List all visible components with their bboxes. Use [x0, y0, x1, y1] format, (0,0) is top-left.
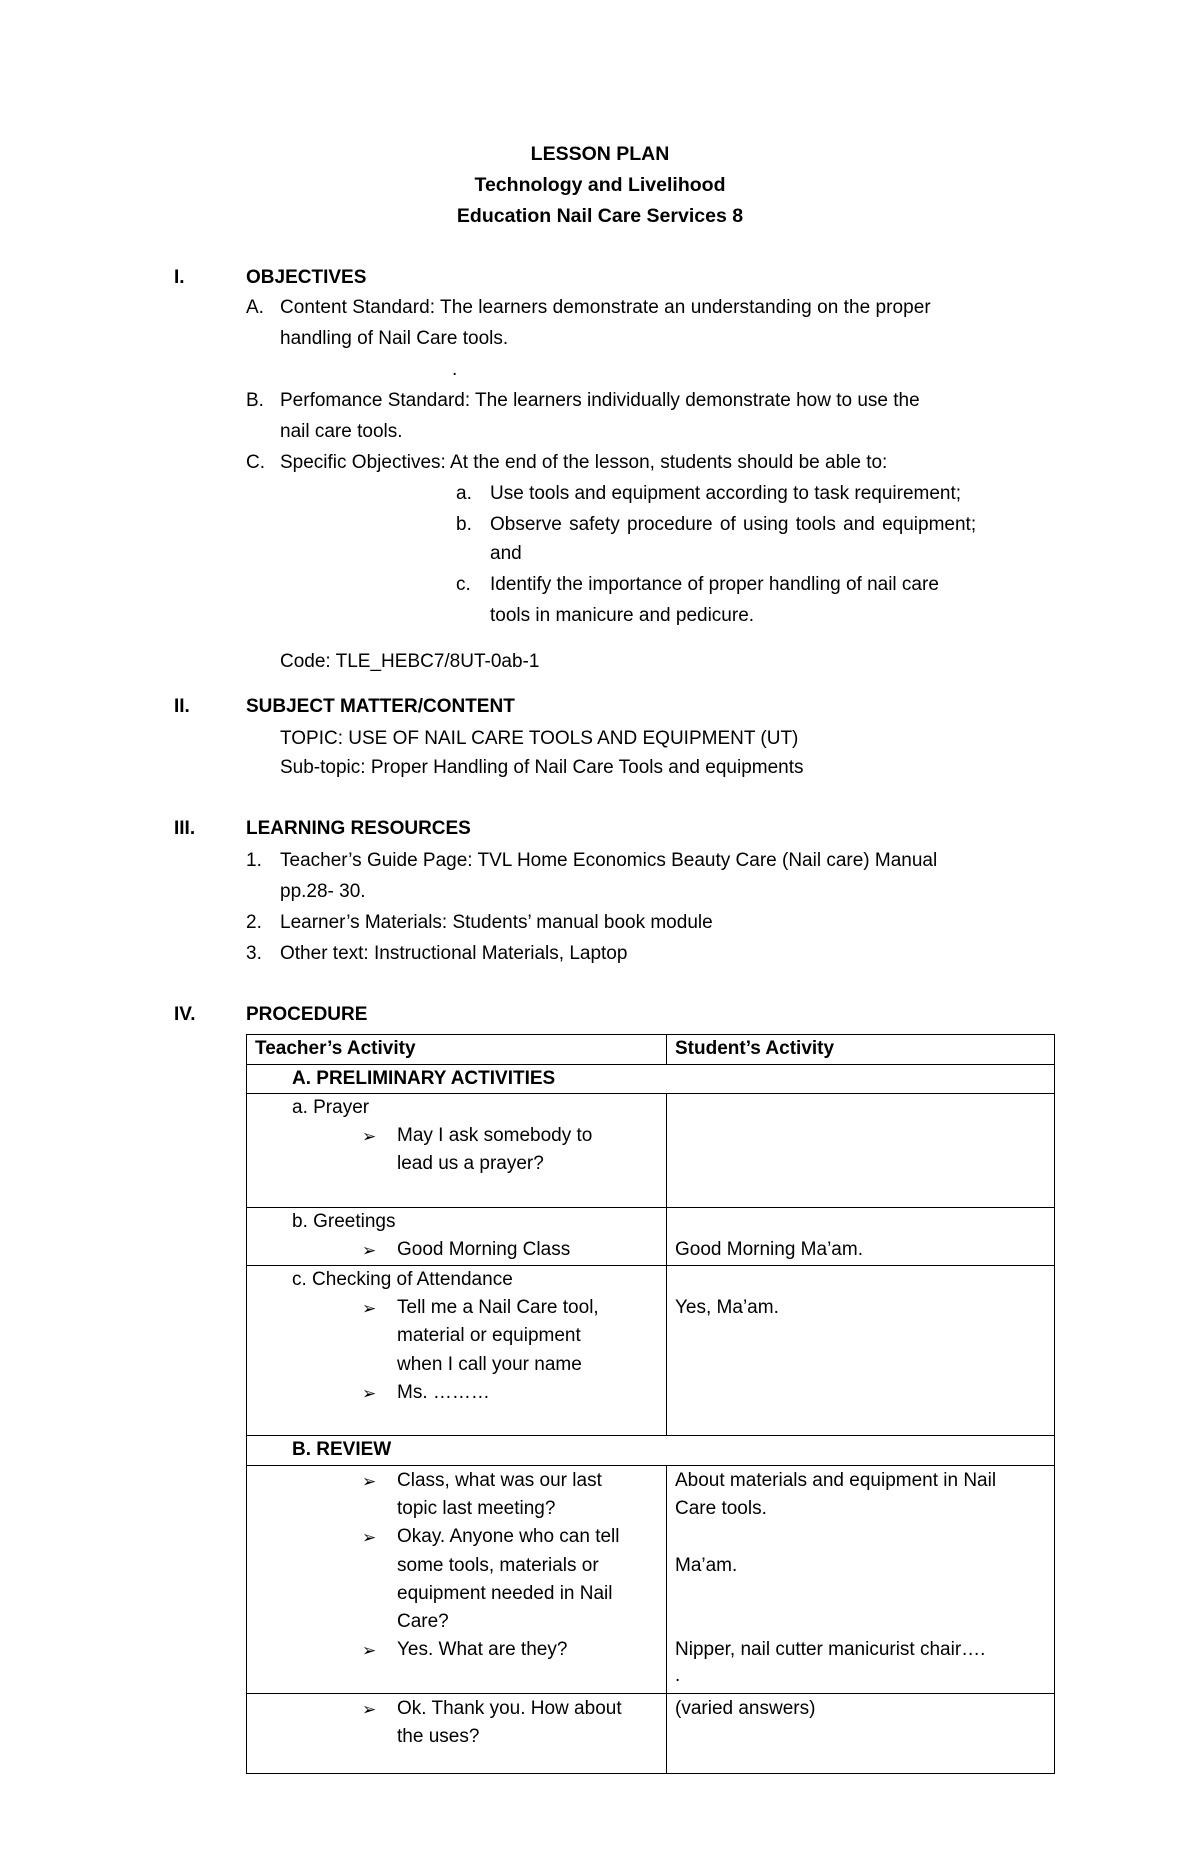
table-header-row — [247, 1035, 1055, 1065]
table-row-uses — [247, 1693, 1055, 1773]
attendance-teacher-line2: material or equipment — [397, 1325, 581, 1346]
prayer-teacher-cell — [247, 1094, 667, 1208]
performance-standard-line1: Perfomance Standard: The learners individually demonstrate how to use the — [280, 390, 920, 411]
title-subject: Technology and Livelihood — [474, 174, 726, 196]
review-student-line3a: Nipper, nail cutter manicurist chair…. — [675, 1638, 986, 1660]
greetings-label: b. Greetings — [292, 1211, 396, 1232]
section-numeral-objectives: I. — [174, 267, 185, 288]
competency-code: Code: TLE_HEBC7/8UT-0ab-1 — [280, 651, 540, 672]
review-student-cell — [667, 1465, 1055, 1693]
uses-teacher-line2: the uses? — [397, 1725, 480, 1747]
resource-num-3: 3. — [246, 943, 262, 964]
preliminary-activities-label: A. PRELIMINARY ACTIVITIES — [247, 1064, 1055, 1094]
specific-objective-b-line1: Observe safety procedure of using tools and equipment; — [490, 514, 977, 535]
section-heading-resources: LEARNING RESOURCES — [246, 818, 471, 839]
resource-3-line1: Other text: Instructional Materials, Laptop — [280, 943, 628, 964]
greetings-teacher-line: Good Morning Class — [397, 1239, 571, 1260]
specific-objective-b-line2: and — [490, 543, 522, 564]
uses-student-line: (varied answers) — [675, 1697, 816, 1719]
objective-letter-a: A. — [246, 297, 264, 318]
section-heading-procedure: PROCEDURE — [246, 1004, 368, 1025]
review-student-line2: Ma’am. — [675, 1554, 738, 1576]
uses-teacher-line1: Ok. Thank you. How about — [397, 1697, 622, 1719]
review-teacher-line2c: equipment needed in Nail — [397, 1582, 613, 1604]
specific-letter-c: c. — [456, 574, 471, 595]
section-numeral-subject: II. — [174, 696, 190, 717]
title-course: Education Nail Care Services 8 — [456, 205, 744, 227]
table-row-preliminary — [247, 1064, 1055, 1094]
header-student-activity: Student’s Activity — [667, 1035, 1055, 1065]
performance-standard-line2: nail care tools. — [280, 421, 403, 442]
attendance-teacher-line1: Tell me a Nail Care tool, — [397, 1297, 599, 1318]
review-label: B. REVIEW — [247, 1436, 1055, 1466]
resource-1-line1: Teacher’s Guide Page: TVL Home Economics Beauty Care (Nail care) Manual — [280, 850, 938, 871]
prayer-student-cell — [667, 1094, 1055, 1208]
section-numeral-procedure: IV. — [174, 1004, 196, 1025]
section-heading-objectives: OBJECTIVES — [246, 267, 367, 288]
attendance-label: c. Checking of Attendance — [292, 1269, 513, 1290]
content-standard-line1: Content Standard: The learners demonstrate an understanding on the proper — [280, 297, 931, 318]
specific-letter-b: b. — [456, 514, 472, 535]
topic-line: TOPIC: USE OF NAIL CARE TOOLS AND EQUIPMENT (UT) — [280, 728, 799, 749]
arrowhead-bullet-icon: ➢ — [362, 1640, 377, 1660]
arrowhead-bullet-icon: ➢ — [362, 1471, 377, 1491]
greetings-student-line: Good Morning Ma’am. — [675, 1239, 863, 1260]
arrowhead-bullet-icon: ➢ — [362, 1299, 377, 1318]
table-row-greetings — [247, 1208, 1055, 1266]
attendance-student-line: Yes, Ma’am. — [675, 1297, 779, 1318]
procedure-table — [246, 1034, 1055, 1774]
section-numeral-resources: III. — [174, 818, 196, 839]
review-teacher-line2a: Okay. Anyone who can tell — [397, 1525, 620, 1547]
specific-objective-a: Use tools and equipment according to task requirement; — [490, 483, 962, 504]
attendance-teacher-line4: Ms. ……… — [397, 1382, 490, 1403]
review-teacher-line1a: Class, what was our last — [397, 1469, 602, 1491]
prayer-label: a. Prayer — [292, 1097, 370, 1118]
arrowhead-bullet-icon: ➢ — [362, 1241, 377, 1260]
uses-student-cell — [667, 1693, 1055, 1773]
arrowhead-bullet-icon: ➢ — [362, 1699, 377, 1719]
specific-objective-c-line2: tools in manicure and pedicure. — [490, 605, 755, 626]
resource-num-2: 2. — [246, 912, 262, 933]
greetings-student-cell — [667, 1208, 1055, 1266]
arrowhead-bullet-icon: ➢ — [362, 1384, 377, 1403]
prayer-question-line2: lead us a prayer? — [397, 1153, 544, 1174]
specific-objective-c-line1: Identify the importance of proper handling of nail care — [490, 574, 939, 595]
arrowhead-bullet-icon: ➢ — [362, 1127, 377, 1146]
title-lesson-plan: LESSON PLAN — [530, 143, 670, 165]
arrowhead-bullet-icon: ➢ — [362, 1527, 377, 1547]
section-heading-subject: SUBJECT MATTER/CONTENT — [246, 696, 515, 717]
objective-letter-c: C. — [246, 452, 265, 473]
content-standard-line2: handling of Nail Care tools. — [280, 328, 509, 349]
subtopic-line: Sub-topic: Proper Handling of Nail Care Tools and equipments — [280, 757, 804, 778]
attendance-student-cell — [667, 1266, 1055, 1436]
table-row-review — [247, 1436, 1055, 1466]
specific-objectives-intro: Specific Objectives: At the end of the lesson, students should be able to: — [280, 452, 888, 473]
specific-letter-a: a. — [456, 483, 472, 504]
review-student-line1a: About materials and equipment in Nail — [675, 1469, 997, 1491]
attendance-teacher-cell — [247, 1266, 667, 1436]
review-teacher-line2b: some tools, materials or — [397, 1554, 599, 1576]
attendance-teacher-line3: when I call your name — [397, 1354, 582, 1375]
review-student-line1b: Care tools. — [675, 1497, 767, 1519]
uses-teacher-cell — [247, 1693, 667, 1773]
review-teacher-cell — [247, 1465, 667, 1693]
objective-letter-b: B. — [246, 390, 264, 411]
review-teacher-line3: Yes. What are they? — [397, 1638, 568, 1660]
table-row-prayer — [247, 1094, 1055, 1208]
resource-1-line2: pp.28- 30. — [280, 881, 366, 902]
greetings-teacher-cell — [247, 1208, 667, 1266]
prayer-question-line1: May I ask somebody to — [397, 1125, 593, 1146]
resource-num-1: 1. — [246, 850, 262, 871]
review-teacher-line1b: topic last meeting? — [397, 1497, 556, 1519]
review-teacher-line2d: Care? — [397, 1610, 449, 1632]
review-student-line3b: . — [675, 1664, 681, 1686]
resource-2-line1: Learner’s Materials: Students’ manual book module — [280, 912, 713, 933]
stray-dot: . — [452, 359, 458, 380]
header-teacher-activity: Teacher’s Activity — [247, 1035, 667, 1065]
table-row-review-questions — [247, 1465, 1055, 1693]
table-row-attendance — [247, 1266, 1055, 1436]
